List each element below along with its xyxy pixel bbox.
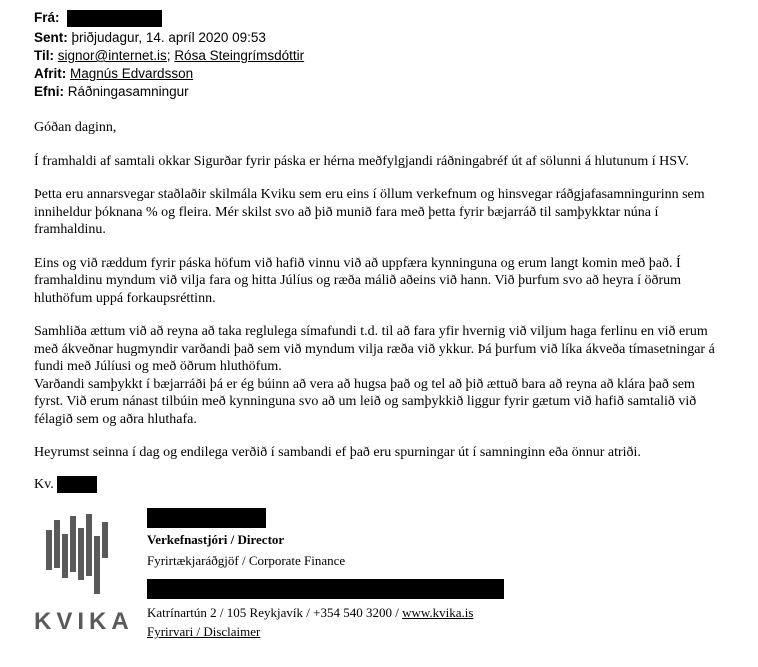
separator: / xyxy=(395,605,399,620)
from-label: Frá: xyxy=(34,10,60,25)
signature-title: Verkefnastjóri / Director xyxy=(147,532,285,547)
subject-value: Ráðningasamningur xyxy=(67,84,189,99)
cc-row xyxy=(34,65,193,83)
signature-address: Katrínartún 2 xyxy=(147,605,217,620)
separator: / xyxy=(306,605,310,620)
signature-contact-line xyxy=(147,605,473,621)
subject-label: Efni: xyxy=(34,84,64,99)
website-link[interactable]: www.kvika.is xyxy=(402,605,474,620)
signature-department: Fyrirtækjaráðgjöf / Corporate Finance xyxy=(147,553,346,568)
sent-label: Sent: xyxy=(34,30,68,45)
kvika-logo-icon xyxy=(40,512,110,600)
kvika-logo-text: KVIKA xyxy=(34,608,134,635)
disclaimer-link[interactable]: Fyrirvari / Disclaimer xyxy=(147,624,261,639)
signature-phone: +354 540 3200 xyxy=(313,605,392,620)
redacted-signoff-name xyxy=(57,476,97,493)
body-paragraph: Heyrumst seinna í dag og endilega verðið í sambandi ef það eru spurningar út í samninginn eða önnur atriði. xyxy=(34,445,641,460)
redacted-signature-contact xyxy=(147,579,504,599)
from-row xyxy=(34,9,162,27)
subject-row xyxy=(34,83,189,101)
to-label: Til: xyxy=(34,48,54,63)
signoff xyxy=(34,476,724,494)
body-paragraph: Varðandi samþykkt í bæjarráði þá er ég búinn að vera að hugsa það og tel að þið ættuð bara að reyna að klára það sem fyrst. Við erum nánast tilbúin með kynninguna svo að um leið og samþykkið liggur fyrir gætum við hafið samtalið við félagið sem og aðra hluthafa. xyxy=(34,376,697,427)
redacted-sender xyxy=(67,10,162,27)
sent-row xyxy=(34,29,266,47)
body-paragraph: Eins og við ræddum fyrir páska höfum við hafið vinnu við að uppfæra kynninguna og erum langt komin með það. Í framhaldinu myndum við vilja fara og hitta Júlíus og ræða málið aðeins við hann. Við þurfum svo að heyra í öðrum hluthöfum uppá forkaupsréttinn. xyxy=(34,255,682,306)
email-body xyxy=(34,119,724,493)
body-paragraph: Í framhaldi af samtali okkar Sigurðar fyrir páska er hérna meðfylgjandi ráðningabréf út af sölunni á hlutunum í HSV. xyxy=(34,153,689,169)
cc-recipient-link[interactable]: Magnús Edvardsson xyxy=(70,66,194,81)
body-paragraph: Þetta eru annarsvegar staðlaðir skilmála Kviku sem eru eins í öllum verkefnum og hinsvegar ráðgjafasamningurinn sem inniheldur þóknana % og fleira. Mér skilst svo að þið munið fara með þetta fyrir bæjarráð til samþykktar núna í framhaldinu. xyxy=(34,187,705,237)
body-paragraph: Samhliða ættum við að reyna að taka reglulega símafundi t.d. til að fara yfir hvernig við viljum haga ferlinu en við erum með ákveðnar hugmyndir varðandi það sem við myndum vilja ræða við ykkur. Þá þurfum við líka ákveða tímasetningar á fundi með Júlíusi og með öðrum hluthöfum. xyxy=(34,324,715,374)
separator: / xyxy=(219,605,224,620)
cc-label: Afrit: xyxy=(34,66,67,81)
redacted-signature-name xyxy=(147,508,266,528)
sent-value: þriðjudagur, 14. apríl 2020 09:53 xyxy=(71,30,266,45)
greeting: Góðan daginn, xyxy=(34,120,117,135)
to-row xyxy=(34,47,304,65)
to-recipient-link[interactable]: signor@internet.is xyxy=(57,48,167,63)
to-separator: ; xyxy=(166,48,171,63)
signoff-text: Kv. xyxy=(34,476,54,492)
signature-city: 105 Reykjavík xyxy=(226,605,303,620)
to-recipient-link[interactable]: Rósa Steingrímsdóttir xyxy=(174,48,305,63)
